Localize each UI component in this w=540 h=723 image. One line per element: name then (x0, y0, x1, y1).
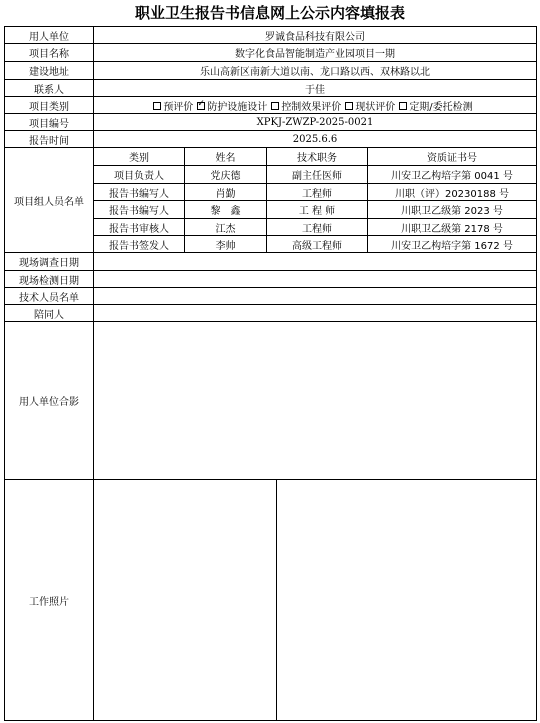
team-role: 报告书编写人 (109, 188, 169, 200)
category-option-label: 定期/委托检测 (409, 101, 473, 113)
team-cert: 川职（评）20230188 号 (394, 188, 510, 200)
category-option[interactable] (345, 98, 395, 113)
checkbox-icon[interactable] (271, 102, 279, 110)
checkbox-icon[interactable] (153, 102, 161, 110)
form-title: 职业卫生报告书信息网上公示内容填报表 (134, 4, 405, 22)
team-cert: 川安卫乙构培字第 0041 号 (391, 171, 513, 182)
checkbox-icon[interactable] (345, 102, 353, 110)
work-photo-area-left[interactable] (94, 480, 276, 720)
detect-date-value[interactable] (94, 271, 536, 287)
tech-staff-value[interactable] (94, 288, 536, 304)
group-photo-label: 用人单位合影 (19, 397, 79, 408)
tech-staff-label: 技术人员名单 (19, 292, 79, 304)
team-header: 类别 (129, 153, 149, 164)
team-title: 副主任医师 (292, 171, 342, 182)
team-name: 党庆德 (210, 171, 241, 182)
address-label: 建设地址 (29, 67, 69, 78)
category-option[interactable] (153, 98, 193, 113)
category-option[interactable] (271, 98, 341, 113)
category-option[interactable] (399, 98, 472, 113)
detect-date-label: 现场检测日期 (19, 275, 79, 287)
address-value: 乐山高新区南新大道以南、龙口路以西、双林路以北 (200, 67, 430, 78)
team-role: 项目负责人 (114, 171, 164, 182)
team-cert: 川职卫乙级第 2178 号 (401, 223, 503, 235)
project-no-label: 项目编号 (29, 118, 69, 130)
form-table (4, 26, 537, 721)
team-name: 江杰 (215, 223, 236, 235)
category-options (94, 97, 536, 113)
team-header: 技术职务 (297, 153, 337, 164)
checkbox-icon[interactable] (399, 102, 407, 110)
project-name-value: 数字化食品智能制造产业园项目一期 (235, 49, 395, 60)
team-header: 资质证书号 (427, 153, 477, 164)
category-option-label: 预评价 (163, 101, 194, 113)
work-photo-label: 工作照片 (29, 596, 69, 608)
team-name: 黎 鑫 (210, 206, 241, 217)
team-title: 工 程 师 (298, 206, 336, 217)
team-title: 工程师 (302, 188, 332, 200)
survey-date-label: 现场调查日期 (19, 258, 79, 269)
report-time-label: 报告时间 (29, 135, 69, 147)
checkbox-icon[interactable] (197, 102, 205, 110)
category-option-label: 防护设施设计 (207, 101, 268, 113)
team-role: 报告书签发人 (109, 240, 169, 252)
team-cert: 川职卫乙级第 2023 号 (401, 206, 503, 217)
companion-label: 陪同人 (34, 309, 64, 321)
report-time-value: 2025.6.6 (292, 133, 338, 145)
team-role: 报告书编写人 (109, 206, 169, 217)
category-option-label: 现状评价 (355, 101, 396, 113)
employer-value: 罗诚食品科技有限公司 (265, 31, 365, 43)
team-name: 肖勤 (215, 188, 236, 200)
team-name: 李帅 (215, 240, 236, 252)
category-option[interactable] (197, 98, 267, 113)
category-option-label: 控制效果评价 (281, 101, 342, 113)
project-no-value: XPKJ-ZWZP-2025-0021 (256, 116, 374, 128)
work-photo-area-right[interactable] (277, 480, 536, 720)
category-label: 项目类别 (29, 101, 69, 113)
team-title: 工程师 (302, 223, 332, 235)
contact-label: 联系人 (34, 84, 64, 96)
team-label: 项目组人员名单 (14, 196, 84, 208)
employer-label: 用人单位 (29, 31, 69, 43)
team-role: 报告书审核人 (109, 223, 169, 235)
survey-date-value[interactable] (94, 253, 536, 270)
project-name-label: 项目名称 (29, 49, 69, 60)
team-cert: 川安卫乙构培字第 1672 号 (391, 240, 513, 252)
contact-value: 于佳 (305, 84, 325, 96)
team-title: 高级工程师 (292, 240, 342, 252)
table-border-bottom (4, 720, 537, 721)
group-photo-area[interactable] (94, 322, 536, 479)
companion-value[interactable] (94, 305, 536, 321)
team-header: 姓名 (215, 153, 236, 164)
